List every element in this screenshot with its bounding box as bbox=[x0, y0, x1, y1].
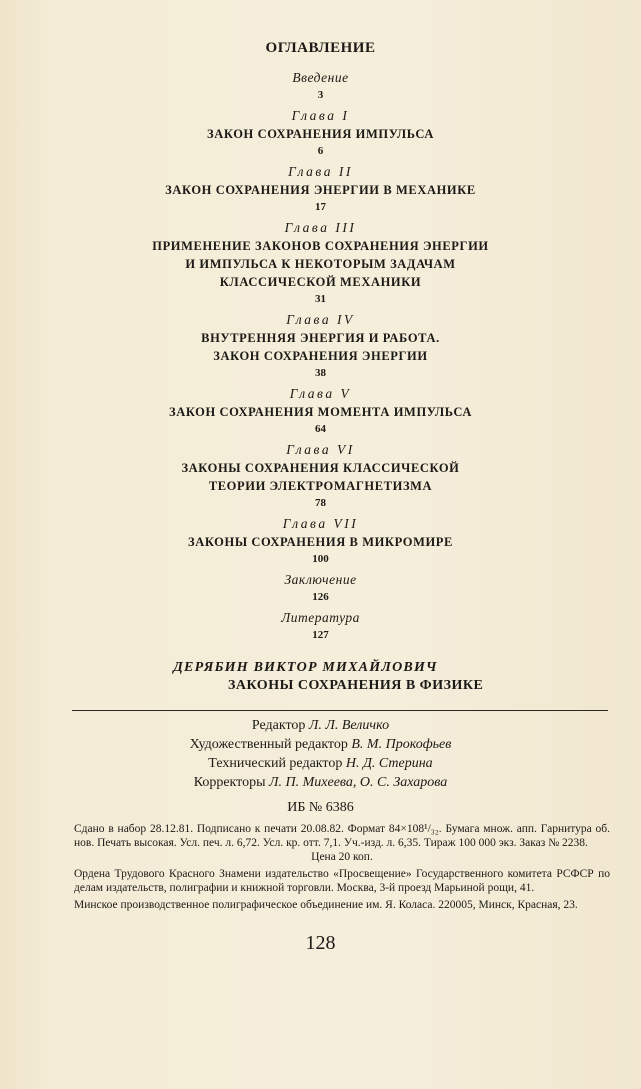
imprint bbox=[74, 822, 610, 915]
colophon-header bbox=[0, 660, 641, 694]
page-number: 128 bbox=[305, 932, 336, 954]
toc-entry-title: ЗАКОН СОХРАНЕНИЯ МОМЕНТА ИМПУЛЬСА bbox=[169, 405, 472, 419]
credit-name: В. М. Прокофьев bbox=[351, 737, 452, 752]
credits bbox=[0, 716, 641, 817]
toc-entry-title-line: ЗАКОН СОХРАНЕНИЯ ЭНЕРГИИ bbox=[213, 349, 428, 363]
toc-entry-page: 100 bbox=[312, 553, 329, 565]
credit-role: Технический редактор bbox=[208, 756, 343, 771]
toc-entry-page: 38 bbox=[315, 367, 326, 379]
credit-name: Л. П. Михеева, О. С. Захарова bbox=[269, 775, 448, 790]
credit-name: Н. Д. Стерина bbox=[345, 756, 433, 771]
toc-entry-label: Глава II bbox=[288, 164, 353, 179]
printer-info: Минское производственное полиграфическое объединение им. Я. Коласа. 220005, Минск, Красная, 23. bbox=[74, 899, 578, 911]
credit-line bbox=[0, 716, 641, 735]
credit-line bbox=[0, 773, 641, 792]
toc-title: ОГЛАВЛЕНИЕ bbox=[265, 40, 376, 56]
imprint-print-data: Сдано в набор 28.12.81. Подписано к печати 20.08.82. Формат 84×108¹/₃₂. Бумага множ. апп. Гарнитура об. нов. Печать высокая. Усл. печ. л. 6,72. Усл. кр. отт. 7,1. Уч.-изд. л. 6,35. Тираж 100 000 экз. Заказ № 2238. bbox=[74, 823, 610, 849]
toc-entry-label: Литература bbox=[281, 610, 360, 625]
toc-entry-title: ЗАКОН СОХРАНЕНИЯ ЭНЕРГИИ В МЕХАНИКЕ bbox=[165, 183, 476, 197]
toc-entry-title-line: ПРИМЕНЕНИЕ ЗАКОНОВ СОХРАНЕНИЯ ЭНЕРГИИ bbox=[152, 239, 489, 253]
toc-entry-title: ЗАКОН СОХРАНЕНИЯ ИМПУЛЬСА bbox=[207, 127, 434, 141]
toc-entry-title-line: И ИМПУЛЬСА К НЕКОТОРЫМ ЗАДАЧАМ bbox=[185, 257, 456, 271]
credit-role: Художественный редактор bbox=[189, 737, 348, 752]
toc-entry-page: 127 bbox=[312, 629, 329, 641]
toc-entry-title: ЗАКОНЫ СОХРАНЕНИЯ В МИКРОМИРЕ bbox=[188, 535, 453, 549]
credit-line bbox=[0, 754, 641, 773]
toc-entry-label: Глава V bbox=[289, 386, 352, 401]
toc-entry-label: Глава VII bbox=[282, 516, 359, 531]
toc-entry-label: Заключение bbox=[284, 572, 357, 587]
toc-entry-title-line: ЗАКОНЫ СОХРАНЕНИЯ КЛАССИЧЕСКОЙ bbox=[181, 461, 460, 475]
toc-entry-page: 31 bbox=[315, 293, 326, 305]
toc-entry-title-line: КЛАССИЧЕСКОЙ МЕХАНИКИ bbox=[219, 275, 422, 289]
toc-entry bbox=[0, 609, 641, 643]
book-title: ЗАКОНЫ СОХРАНЕНИЯ В ФИЗИКЕ bbox=[228, 678, 484, 693]
toc-entry bbox=[0, 69, 641, 103]
price: Цена 20 коп. bbox=[311, 851, 373, 863]
toc-entry-page: 6 bbox=[317, 145, 324, 157]
credit-role: Корректоры bbox=[193, 775, 266, 790]
toc-entry-label: Глава III bbox=[284, 220, 357, 235]
credit-role: Редактор bbox=[251, 718, 306, 733]
toc-entry-label: Глава VI bbox=[286, 442, 355, 457]
toc-entry bbox=[0, 441, 641, 511]
author-name: ДЕРЯБИН ВИКТОР МИХАЙЛОВИЧ bbox=[173, 660, 438, 675]
table-of-contents bbox=[0, 40, 641, 647]
publisher-info: Ордена Трудового Красного Знамени издательство «Просвещение» Государственного комитета РСФСР по делам издательств, полиграфии и книжной торговли. Москва, 3-й проезд Марьиной рощи, 41. bbox=[74, 868, 610, 894]
divider bbox=[72, 710, 608, 711]
toc-entry bbox=[0, 515, 641, 567]
toc-entry bbox=[0, 385, 641, 437]
toc-entry-page: 3 bbox=[317, 89, 324, 101]
toc-entry-title-line: ВНУТРЕННЯЯ ЭНЕРГИЯ И РАБОТА. bbox=[201, 331, 440, 345]
toc-entry bbox=[0, 571, 641, 605]
toc-entry-page: 126 bbox=[312, 591, 329, 603]
toc-entry-page: 64 bbox=[315, 423, 326, 435]
toc-entry-title-line: ТЕОРИИ ЭЛЕКТРОМАГНЕТИЗМА bbox=[208, 479, 433, 493]
toc-entry bbox=[0, 163, 641, 215]
credit-line bbox=[0, 735, 641, 754]
toc-entry-label: Введение bbox=[292, 70, 349, 85]
toc-entry-label: Глава IV bbox=[286, 312, 355, 327]
toc-entry-page: 17 bbox=[315, 201, 326, 213]
toc-entry bbox=[0, 107, 641, 159]
toc-entry-label: Глава I bbox=[291, 108, 350, 123]
credit-name: Л. Л. Величко bbox=[308, 718, 390, 733]
ib-number: ИБ № 6386 bbox=[287, 800, 354, 815]
toc-entry bbox=[0, 311, 641, 381]
toc-entry bbox=[0, 219, 641, 307]
toc-entry-page: 78 bbox=[315, 497, 326, 509]
